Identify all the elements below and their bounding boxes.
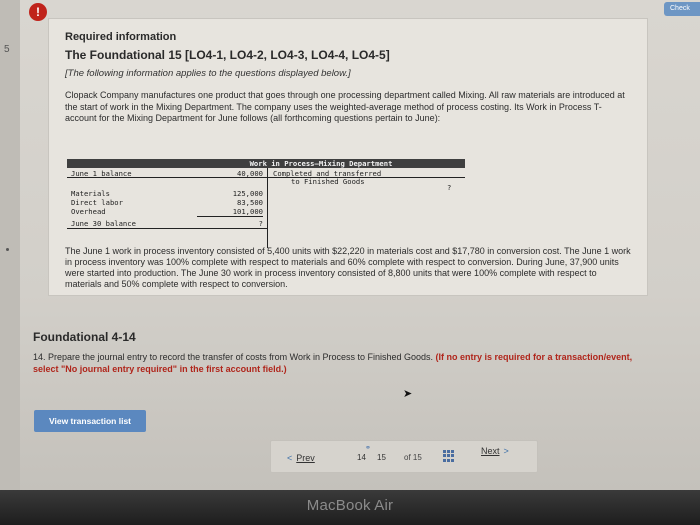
t-account-bottom-rule	[67, 228, 267, 229]
prev-button[interactable]	[287, 453, 315, 463]
t-row-label: Direct labor	[71, 198, 123, 207]
foundational-4-14-title: Foundational 4-14	[33, 330, 136, 344]
question-prompt: 14. Prepare the journal entry to record the transfer of costs from Work in Process to Finished Goods.	[33, 352, 434, 362]
t-account-divider	[267, 168, 268, 248]
question-number[interactable]: 5	[4, 44, 10, 55]
t-row-value: 125,000	[232, 189, 263, 198]
t-row-label: Materials	[71, 189, 110, 198]
inventory-paragraph: The June 1 work in process inventory consisted of 5,400 units with $22,220 in materials cost and $17,780 in conversion cost. The June 1 work in process inventory was 100% complete with respect to materials and 60% complete with respect to conversion. During June, 37,900 units were started into production. The June 30 work in process inventory consisted of 8,800 units that were 100% complete with respect to materials and 50% complete with respect to conversion.	[65, 246, 631, 289]
required-info-panel	[48, 18, 648, 296]
t-row-label: June 30 balance	[71, 219, 136, 228]
check-button[interactable]: Check	[664, 2, 700, 16]
t-row-label: Overhead	[71, 207, 106, 216]
t-account	[67, 159, 465, 251]
pagination	[270, 440, 538, 473]
applies-note: [The following information applies to the questions displayed below.]	[65, 68, 351, 79]
question-sidebar	[0, 0, 20, 490]
current-page[interactable]: 14	[357, 453, 366, 462]
page-total: of 15	[404, 453, 422, 462]
t-account-header: Work in Process—Mixing Department	[67, 159, 465, 168]
link-icon: ⚭	[365, 445, 371, 452]
laptop-label: MacBook Air	[306, 497, 394, 514]
credit-label: Completed and transferred	[273, 169, 382, 178]
mouse-cursor-icon: ➤	[403, 388, 413, 400]
next-button[interactable]	[481, 446, 509, 456]
question-instruction: (If no entry is required for a transaction/event, select "No journal entry required" in the first account field.)	[33, 352, 633, 374]
t-row-value: 83,500	[237, 198, 263, 207]
next-label: Next	[481, 446, 500, 456]
t-row-value: 40,000	[237, 169, 263, 178]
view-transaction-list-button[interactable]: View transaction list	[34, 410, 146, 432]
required-info-heading: Required information	[65, 31, 177, 43]
page-15[interactable]: 15	[377, 453, 386, 462]
prev-label: Prev	[296, 453, 315, 463]
credit-value: ?	[447, 183, 452, 192]
chevron-left-icon: <	[287, 453, 293, 463]
question-text	[33, 352, 633, 375]
sum-rule	[197, 216, 263, 217]
credit-label-2: to Finished Goods	[291, 177, 365, 186]
t-row-value: 101,000	[232, 207, 263, 216]
chevron-right-icon: >	[503, 446, 509, 456]
question-marker	[6, 248, 9, 251]
t-row-value: ?	[258, 219, 263, 228]
t-row-label: June 1 balance	[71, 169, 132, 178]
alert-icon[interactable]: !	[29, 3, 47, 21]
grid-icon[interactable]	[443, 450, 455, 462]
foundational-heading: The Foundational 15 [LO4-1, LO4-2, LO4-3, LO4-4, LO4-5]	[65, 48, 390, 62]
company-description: Clopack Company manufactures one product that goes through one processing department called Mixing. All raw materials are introduced at the start of work in the Mixing Department. The company uses the weighted-average method of process costing. Its Work in Process T-account for the Mixing Department for June follows (all forthcoming questions pertain to June):	[65, 90, 625, 123]
